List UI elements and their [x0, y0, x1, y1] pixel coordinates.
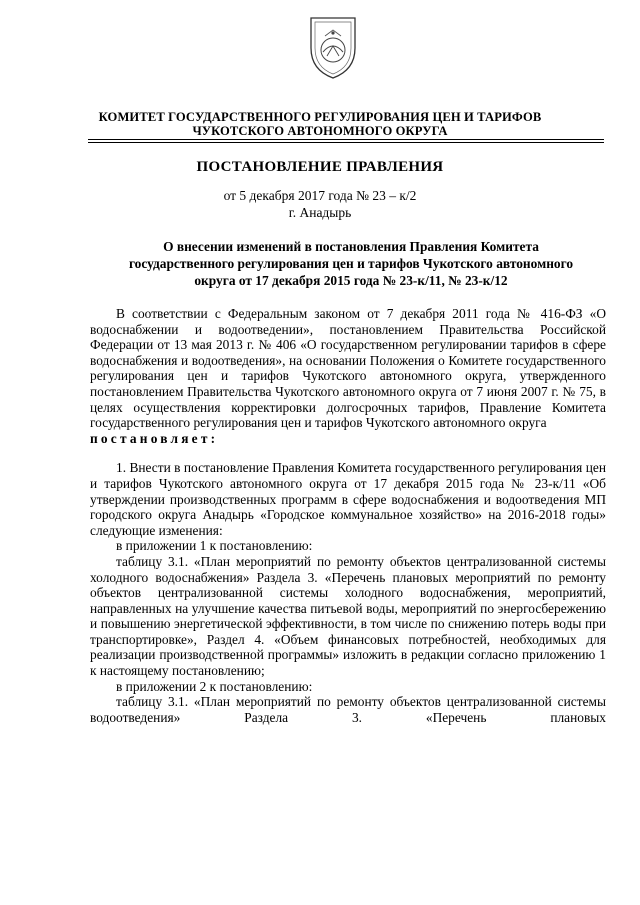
document-title: ПОСТАНОВЛЕНИЕ ПРАВЛЕНИЯ: [196, 159, 444, 175]
appendix-2-paragraph: таблицу 3.1. «План мероприятий по ремонту объектов централизованной системы водоотведения» Раздела 3. «Перечень плановых: [90, 694, 606, 725]
document-city: г. Анадырь: [288, 205, 352, 220]
appendix-1-paragraph: таблицу 3.1. «План мероприятий по ремонту объектов централизованной системы холодного водоснабжения» Раздела 3. «Перечень плановых мероприятий по ремонту объектов централизованной системы холодного водоснабжения, мероприятий, направленных на улучшение качества питьевой воды, мероприятий по энергосбережению и повышению энергетической эффективности, в том числе по снижению потерь воды при транспортировке», Раздел 4. «Объем финансовых потребностей, необходимых для реализации производственной программы» изложить в редакции согласно приложению 1 к настоящему постановлению;: [90, 553, 606, 679]
header-divider-thin: [88, 139, 604, 140]
appendix-1-heading: в приложении 1 к постановлению:: [116, 538, 313, 554]
organization-name-line2: ЧУКОТСКОГО АВТОНОМНОГО ОКРУГА: [192, 124, 448, 138]
subject-line1: О внесении изменений в постановления Правления Комитета: [163, 239, 539, 254]
appendix-2-heading: в приложении 2 к постановлению:: [116, 678, 313, 694]
document-date-number: от 5 декабря 2017 года № 23 – к/2: [223, 188, 417, 203]
item-1-paragraph: 1. Внести в постановление Правления Комитета государственного регулирования цен и тарифов Чукотского автономного округа от 17 декабря 2015 года № 23-к/11 «Об утверждении производственных программ в сфере водоснабжения и водоотведения МП городского округа Анадырь «Городское коммунальное хозяйство» на 2016-2018 годы» следующие изменения:: [90, 460, 606, 538]
organization-name-line1: КОМИТЕТ ГОСУДАРСТВЕННОГО РЕГУЛИРОВАНИЯ ЦЕН И ТАРИФОВ: [98, 110, 542, 124]
header-divider-thick: [88, 142, 604, 143]
document-body: [90, 306, 606, 725]
coat-of-arms-emblem-icon: [301, 12, 365, 82]
subject-line3: округа от 17 декабря 2015 года № 23-к/11, № 23-к/12: [194, 273, 508, 288]
organization-name: [0, 110, 640, 138]
preamble-paragraph: В соответствии с Федеральным законом от 7 декабря 2011 года № 416-ФЗ «О водоснабжении и водоотведении», постановлением Правительства Российской Федерации от 13 мая 2013 г. № 406 «О государственном регулировании тарифов в сфере водоснабжения и водоотведения», на основании Положения о Комитете государственного регулирования цен и тарифов Чукотского автономного округа, утвержденного постановлением Правительства Чукотского автономного округа от 7 июня 2007 г. № 75, в целях осуществления корректировки долгосрочных тарифов, Правление Комитета государственного регулирования цен и тарифов Чукотского автономного округа: [90, 306, 606, 431]
document-subject: [86, 238, 616, 289]
resolve-word: постановляет:: [90, 430, 219, 446]
subject-line2: государственного регулирования цен и тарифов Чукотского автономного: [128, 256, 574, 271]
